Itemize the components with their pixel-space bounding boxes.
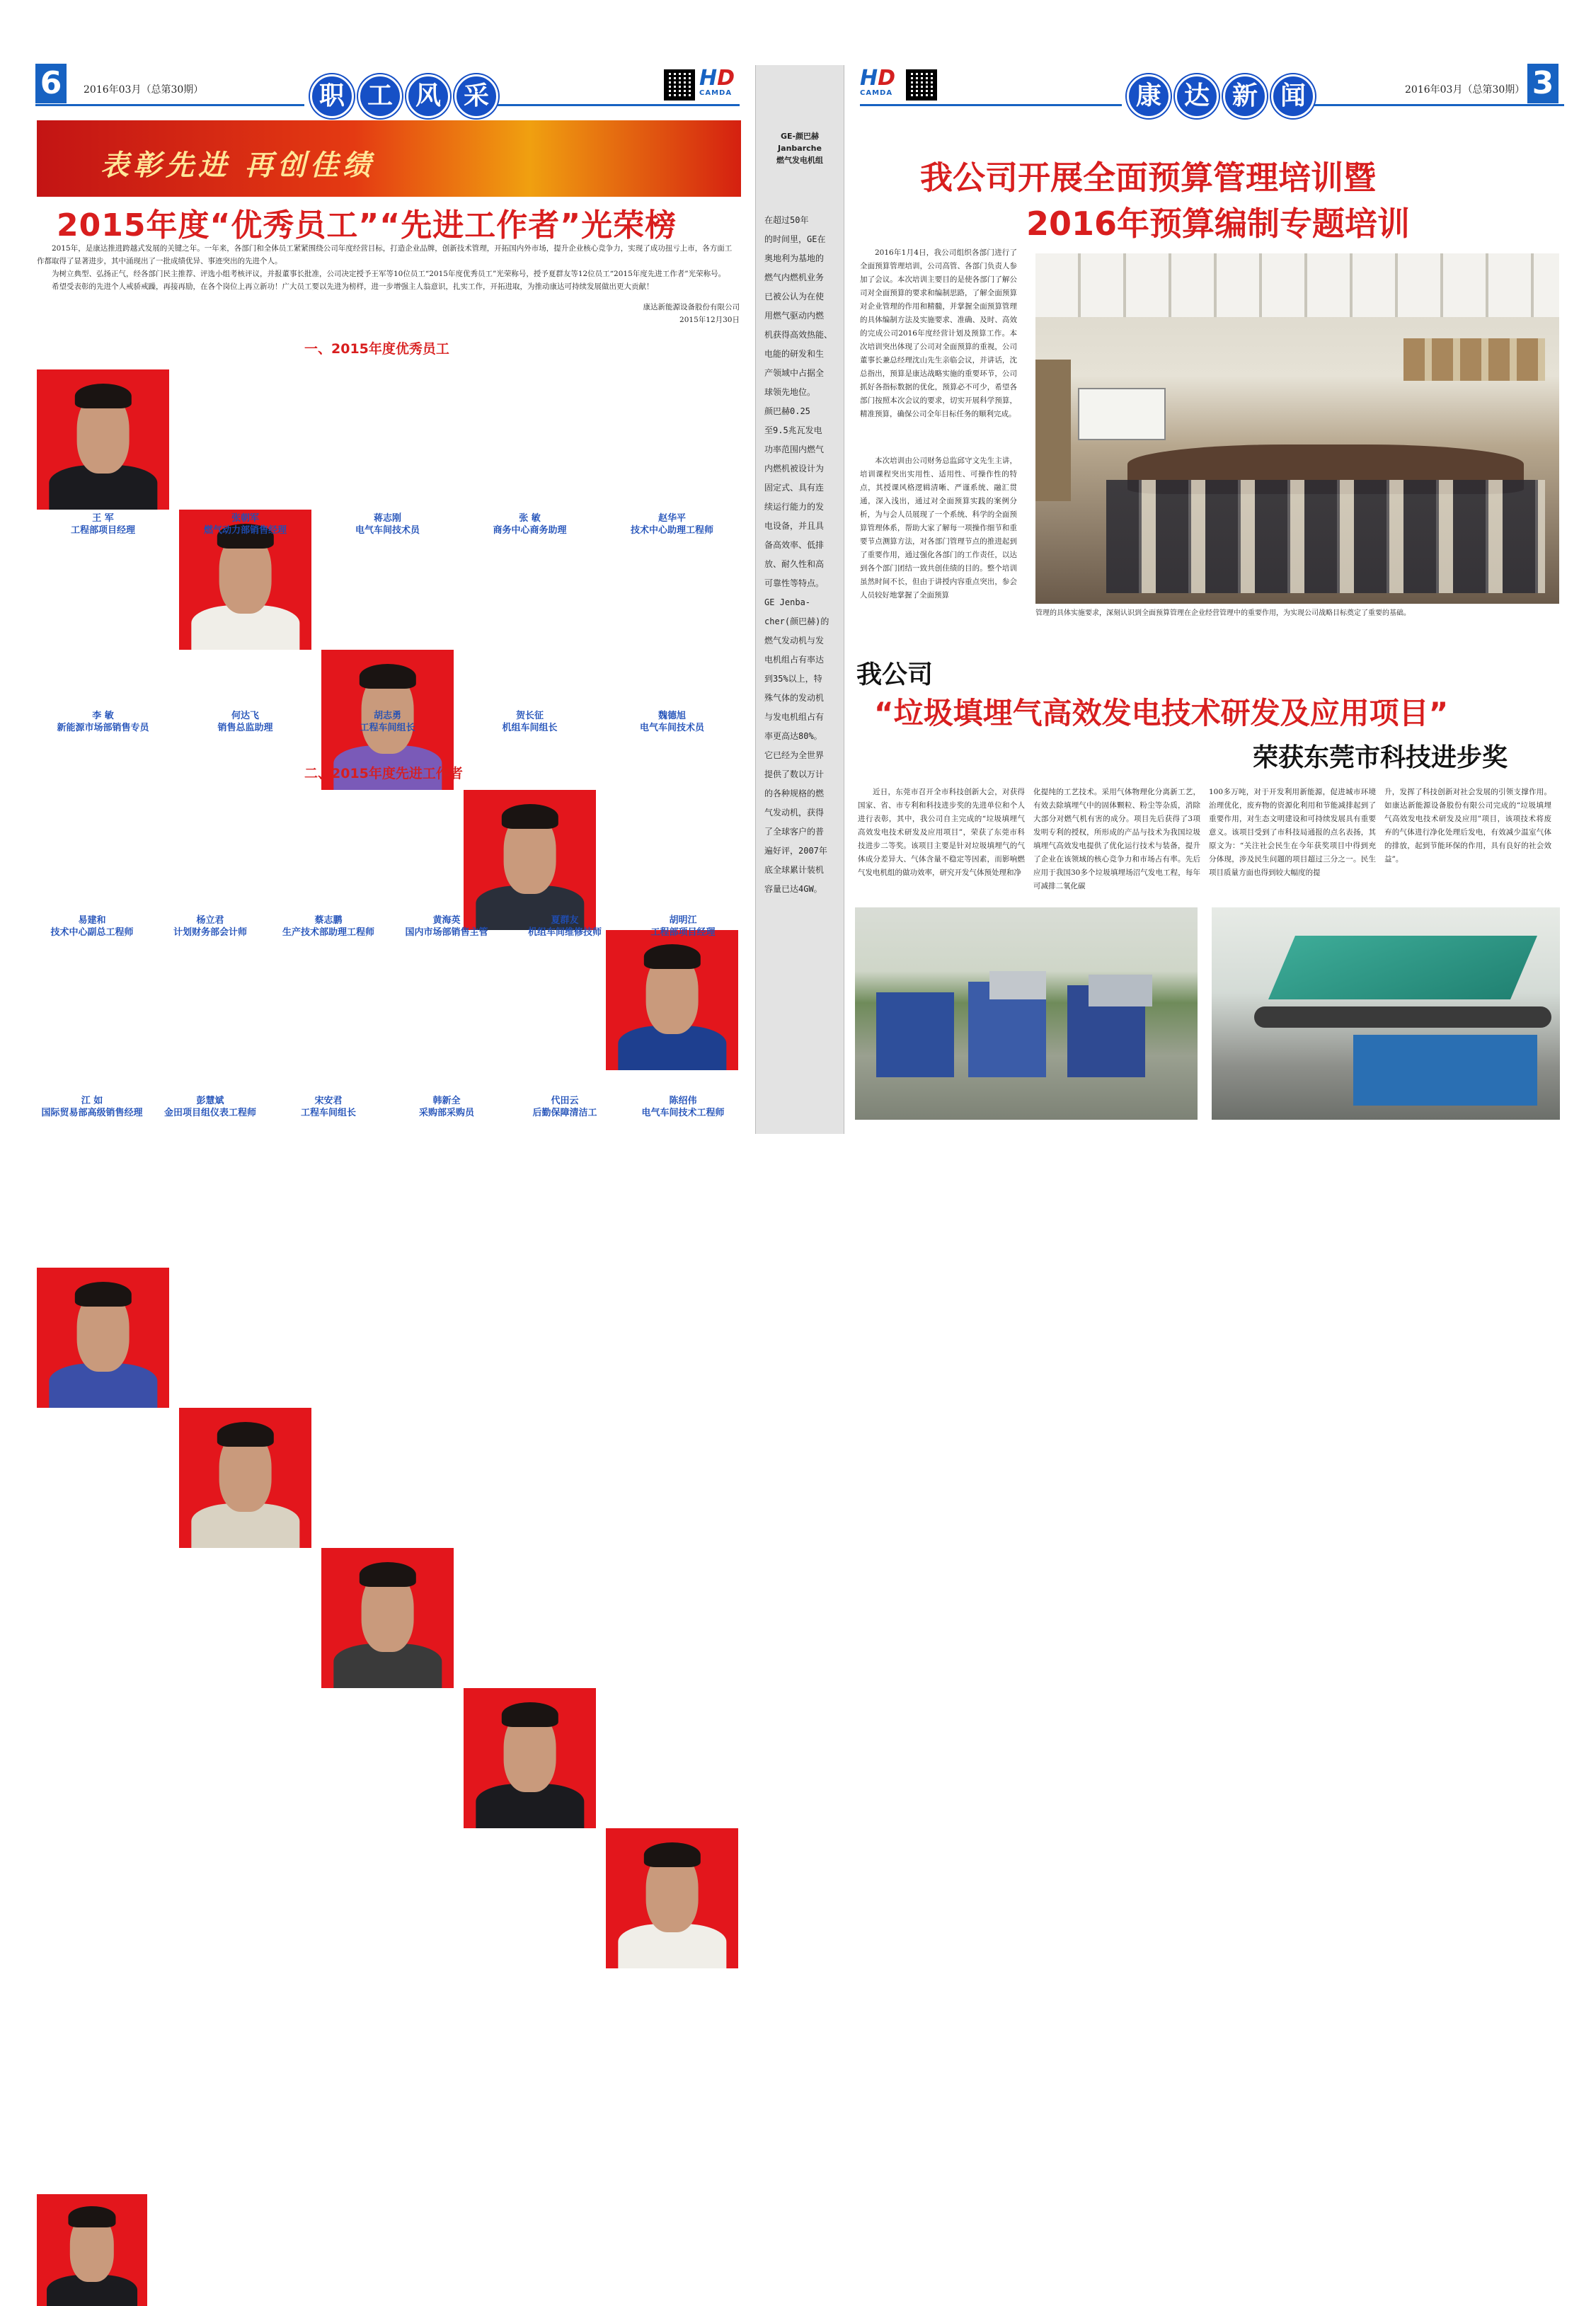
staff-caption <box>617 914 749 939</box>
article2-col3: 100多万吨，对于开发利用新能源，促进城市环境治理优化，废弃物的资源化利用和节能减排起到了重要作用，对生态文明建设和可持续发展具有重要意义。该项目受到了市科技局通报的点名表扬，其原文为：“关注社会民生在今年获奖项目中得到充分体现，涉及民生问题的项目超过三分之一。民生项目质量方面也得到较大幅度的提 <box>1209 788 1376 877</box>
staff-caption <box>595 512 749 537</box>
staff-portrait <box>37 1268 169 1408</box>
training-meeting-photo <box>1035 253 1559 604</box>
sidebar-line: 率更高达80%。 <box>764 731 822 741</box>
article1-body-p2: 本次培训由公司财务总监邱守文先生主讲，培训课程突出实用性、适用性、可操作性的特点，其授课风格逻辑清晰、严谨系统、融汇贯通，深入浅出，通过对全面预算实践的案例分析，为与会人员展现了一个系统、科学的全面预算管理体系，帮助大家了解每一项操作细节和重要节点测算方法，对各部门管理节点的推进起到了重要作用，通过强化各部门的工作责任，以达到各个部门团结一致共创佳绩的目的。整个培训虽然时间不长，但由于讲授内容重点突出，参会人员较好地掌握了全面预算 <box>860 457 1017 600</box>
sidebar-line: 奥地利为基地的 <box>764 253 825 263</box>
staff-role: 国内市场部销售主管 <box>405 927 488 938</box>
staff-caption <box>26 512 180 537</box>
sidebar-line: 燃气内燃机业务 <box>764 273 825 282</box>
staff-role: 工程部项目经理 <box>70 525 135 536</box>
staff-portrait <box>464 790 596 930</box>
honor-signature: 康达新能源设备股份有限公司 <box>643 303 740 311</box>
honor-roll-title: 2015年度“优秀员工”“先进工作者”光荣榜 <box>57 207 677 243</box>
staff-caption <box>26 914 158 939</box>
staff-name: 黄海英 <box>432 915 461 926</box>
staff-name: 王 军 <box>92 513 114 524</box>
staff-portrait <box>464 1688 596 1828</box>
sidebar-line: 的各种规格的燃 <box>764 788 825 798</box>
staff-role: 工程车间组长 <box>360 723 415 733</box>
sidebar-line: 电设备，并且具 <box>764 521 825 531</box>
article2-subtitle: 荣获东莞市科技进步奖 <box>1253 743 1508 772</box>
sidebar-line: 容量已达4GW。 <box>764 884 822 894</box>
qr-code-icon <box>664 69 695 101</box>
sidebar-line: 的时间里，GE在 <box>764 234 826 244</box>
staff-role: 技术中心副总工程师 <box>50 927 134 938</box>
left-issue-date: 2016年03月（总第30期） <box>84 84 204 96</box>
staff-role: 计划财务部会计师 <box>173 927 247 938</box>
staff-name: 何达飞 <box>231 711 259 721</box>
sidebar-line: 与发电机组占有 <box>764 712 825 722</box>
staff-role: 国际贸易部高级销售经理 <box>41 1108 143 1118</box>
sidebar-line: 续运行能力的发 <box>764 502 825 512</box>
article1-tail: 管理的具体实施要求，深刻认识到全面预算管理在企业经营管理中的重要作用，为实现公司战略目标奠定了重要的基础。 <box>1035 609 1411 617</box>
staff-role: 燃气动力部销售经理 <box>203 525 287 536</box>
staff-caption <box>453 512 607 537</box>
staff-role: 技术中心助理工程师 <box>630 525 713 536</box>
sidebar-line: 功率范围内燃气 <box>764 444 825 454</box>
staff-portrait <box>37 2194 147 2306</box>
sidebar-line: 放、耐久性和高 <box>764 559 825 569</box>
article2-title: “垃圾填埋气高效发电技术研发及应用项目” <box>874 696 1449 730</box>
sidebar-line: 电机组占有率达 <box>764 655 825 665</box>
staff-caption <box>168 512 322 537</box>
staff-caption <box>26 710 180 734</box>
staff-caption <box>144 914 276 939</box>
staff-caption <box>499 1095 631 1119</box>
staff-portrait <box>37 369 169 510</box>
staff-portrait <box>179 1408 311 1548</box>
sidebar-line: 在超过50年 <box>764 215 809 225</box>
camda-logo: HD CAMDA <box>699 66 735 97</box>
article1-title-line2: 2016年预算编制专题培训 <box>1026 205 1411 243</box>
honor-intro-p3: 希望受表彰的先进个人戒骄戒躁，再接再励，在各个岗位上再立新功！广大员工要以先进为榜样，进一步增强主人翁意识，扎实工作，开拓进取，为推动康达可持续发展做出更大贡献！ <box>52 282 654 291</box>
staff-role: 销售总监助理 <box>217 723 273 733</box>
staff-name: 胡志勇 <box>373 711 401 721</box>
sidebar-line: 提供了数以万计 <box>764 769 825 779</box>
left-header-rule <box>35 104 304 106</box>
staff-name: 彭慧斌 <box>196 1096 224 1106</box>
article1-body-p1: 2016年1月4日，我公司组织各部门进行了全面预算管理培训，公司高管、各部门负责人参加了会议。本次培训主要目的是使各部门了解公司对全面预算的要求和编制思路，了解全面预算对企业管理的作用和精髓，并掌握全面预算管理的具体编制方法及实施要求、准确、及时、高效的完成公司2016年度经营计划及预算工作。本次培训突出体现了公司对全面预算的重视，公司董事长兼总经理沈山先生亲临会议，并讲话，沈总指出，预算是康达战略实施的重要环节，公司抓好各指标数据的优化，预算必不可少，希望各部门按照本次会议的要求，切实开展科学预算，精准预算，确保公司全年目标任务的顺利完成。 <box>860 248 1017 418</box>
sidebar-line: 固定式、具有连 <box>764 483 825 493</box>
staff-caption <box>168 710 322 734</box>
staff-name: 夏群友 <box>551 915 579 926</box>
staff-caption <box>263 1095 394 1119</box>
sidebar-line: 球领先地位。 <box>764 387 816 397</box>
staff-name: 蒋志刚 <box>373 513 401 524</box>
sidebar-line: GE Jenba- <box>764 597 811 607</box>
staff-caption <box>311 512 464 537</box>
staff-role: 后勤保障清洁工 <box>532 1108 597 1118</box>
sidebar-line: 电能的研发和生 <box>764 349 825 359</box>
article2-col2: 化提纯的工艺技术。采用气体物理化分离新工艺，有效去除填埋气中的固体颗粒、粉尘等杂质，消除大部分对燃气机有害的成分。项目先后获得了3项发明专利的授权，所形成的产品与技术为我国垃圾填埋气高效发电提供了优化运行技术与装备，提升了企业在该领域的核心竞争力和市场占有率。先后应用于我国30多个垃圾填埋场沼气发电工程，每年可减排二氧化碳 <box>1033 788 1200 890</box>
staff-name: 江 如 <box>81 1096 103 1106</box>
sidebar-line: 备高效率、低排 <box>764 540 825 550</box>
staff-role: 机组车间组长 <box>502 723 558 733</box>
right-section-title: 康 达 新 闻 <box>1127 74 1315 118</box>
commendation-banner <box>37 120 741 197</box>
staff-role: 工程车间组长 <box>300 1108 356 1118</box>
staff-name: 蔡志鹏 <box>314 915 343 926</box>
staff-role: 机组车间维修技师 <box>527 927 602 938</box>
sidebar-line: 颜巴赫0.25 <box>764 406 810 416</box>
left-header-rule-2 <box>457 104 740 106</box>
honor-sign-date: 2015年12月30日 <box>679 316 740 324</box>
staff-name: 韩新全 <box>432 1096 461 1106</box>
staff-role: 商务中心商务助理 <box>493 525 567 536</box>
staff-role: 新能源市场部销售专员 <box>57 723 149 733</box>
staff-portrait <box>606 930 738 1070</box>
staff-caption <box>26 1095 158 1119</box>
honor-intro-p1: 2015年，是康达推进跨越式发展的关键之年。一年来，各部门和全体员工紧紧围绕公司年度经营目标，打造企业品牌，创新技术管理，开拓国内外市场，提升企业核心竞争力，实现了成功扭亏上市，各方面工作都取得了显著进步，其中涌现出了一批成绩优异、事迹突出的先进个人。 <box>37 244 733 265</box>
sidebar-line: 至9.5兆瓦发电 <box>764 425 822 435</box>
sidebar-line: 用燃气驱动内燃 <box>764 311 825 321</box>
staff-name: 陈绍伟 <box>669 1096 697 1106</box>
sidebar-line: 气发动机，获得 <box>764 808 825 818</box>
article1-title-line1: 我公司开展全面预算管理培训暨 <box>920 159 1376 197</box>
staff-name: 贺长征 <box>515 711 544 721</box>
staff-role: 金田项目组仪表工程师 <box>163 1108 256 1118</box>
sidebar-line: 机获得高效热能、 <box>764 330 833 340</box>
staff-name: 赵华平 <box>658 513 686 524</box>
sidebar-line: 到35%以上，特 <box>764 674 822 684</box>
sidebar-line: cher(颜巴赫)的 <box>764 616 829 626</box>
staff-name: 李 敏 <box>92 711 114 721</box>
sidebar-line: 内燃机被设计为 <box>764 464 825 474</box>
article2-col4: 升，发挥了科技创新对社会发展的引领支撑作用。如康达新能源设备股份有限公司完成的“垃圾填埋气高效发电技术研发及应用”项目，该项技术将废弃的气体进行净化处理后发电，有效减少温室气体的排放，起到节能环保的作用，具有良好的社会效益”。 <box>1384 788 1551 864</box>
sidebar-line: 它已经为全世界 <box>764 750 825 760</box>
left-section-title: 职 工 风 采 <box>310 74 498 118</box>
generator-units-photo-2 <box>1212 907 1560 1120</box>
staff-name: 易建和 <box>78 915 106 926</box>
staff-role: 生产技术部助理工程师 <box>282 927 374 938</box>
advanced-heading: 二、2015年度先进工作者 <box>304 766 463 781</box>
right-page-number: 3 <box>1527 64 1558 103</box>
staff-name: 张 敏 <box>519 513 541 524</box>
staff-role: 工程部项目经理 <box>650 927 716 938</box>
staff-name: 张朝军 <box>231 513 259 524</box>
sidebar-line: 底全球累计装机 <box>764 865 825 875</box>
staff-name: 宋安君 <box>314 1096 343 1106</box>
article2-prefix: 我公司 <box>856 660 934 689</box>
staff-caption <box>381 1095 512 1119</box>
staff-caption <box>453 710 607 734</box>
sidebar-line: 可靠性等特点。 <box>764 578 825 588</box>
sidebar-line: 了全球客户的普 <box>764 827 825 837</box>
sidebar-line: 已被公认为在使 <box>764 292 825 302</box>
staff-caption <box>617 1095 749 1119</box>
sidebar-body <box>764 211 844 899</box>
staff-role: 电气车间技术员 <box>355 525 420 536</box>
staff-caption <box>381 914 512 939</box>
right-header-rule-2 <box>1281 104 1564 106</box>
qr-code-icon-right <box>906 69 937 101</box>
staff-portrait <box>321 1548 454 1688</box>
excellent-heading: 一、2015年度优秀员工 <box>304 341 449 357</box>
staff-caption <box>263 914 394 939</box>
generator-units-photo-1 <box>855 907 1198 1120</box>
staff-name: 胡明江 <box>669 915 697 926</box>
staff-portrait <box>606 1828 738 1968</box>
sidebar-line: 遍好评，2007年 <box>764 846 827 856</box>
camda-logo-right: HD CAMDA <box>860 66 896 97</box>
honor-intro-p2: 为树立典型、弘扬正气，经各部门民主推荐、评选小组考核评议，并报董事长批准，公司决定授予王军等10位员工“2015年度优秀员工”光荣称号，授予夏群友等12位员工“2015年度先进工作者”光荣称号。 <box>52 270 726 278</box>
staff-name: 杨立君 <box>196 915 224 926</box>
staff-role: 采购部采购员 <box>418 1108 474 1118</box>
staff-name: 代田云 <box>551 1096 579 1106</box>
right-issue-date: 2016年03月（总第30期） <box>1405 84 1525 96</box>
ge-jenbacher-sidebar <box>755 65 844 1134</box>
staff-role: 电气车间技术员 <box>639 723 704 733</box>
sidebar-line: 殊气体的发动机 <box>764 693 825 703</box>
staff-caption <box>311 710 464 734</box>
left-page-number: 6 <box>35 64 67 103</box>
staff-name: 魏德旭 <box>658 711 686 721</box>
article2-col1: 近日，东莞市召开全市科技创新大会，对获得国家、省、市专利和科技进步奖的先进单位和个人进行表彰，其中，我公司自主完成的“垃圾填埋气高效发电技术研发及应用项目”，荣获了东莞市科技进步二等奖。该项目主要是针对垃圾填埋气的气体成分差异大、气体含量不稳定等因素，而影响燃气发电机组的做功效率，研究开发气体预处理和净 <box>858 788 1025 877</box>
sidebar-line: 燃气发动机与发 <box>764 636 825 646</box>
banner-slogan: 表彰先进 再创佳绩 <box>101 149 375 182</box>
sidebar-title: GE-颜巴赫 Janbarche 燃气发电机组 <box>776 132 823 165</box>
staff-caption <box>595 710 749 734</box>
staff-caption <box>144 1095 276 1119</box>
staff-role: 电气车间技术工程师 <box>641 1108 725 1118</box>
sidebar-line: 产领域中占据全 <box>764 368 825 378</box>
right-header-rule <box>860 104 1122 106</box>
staff-caption <box>499 914 631 939</box>
